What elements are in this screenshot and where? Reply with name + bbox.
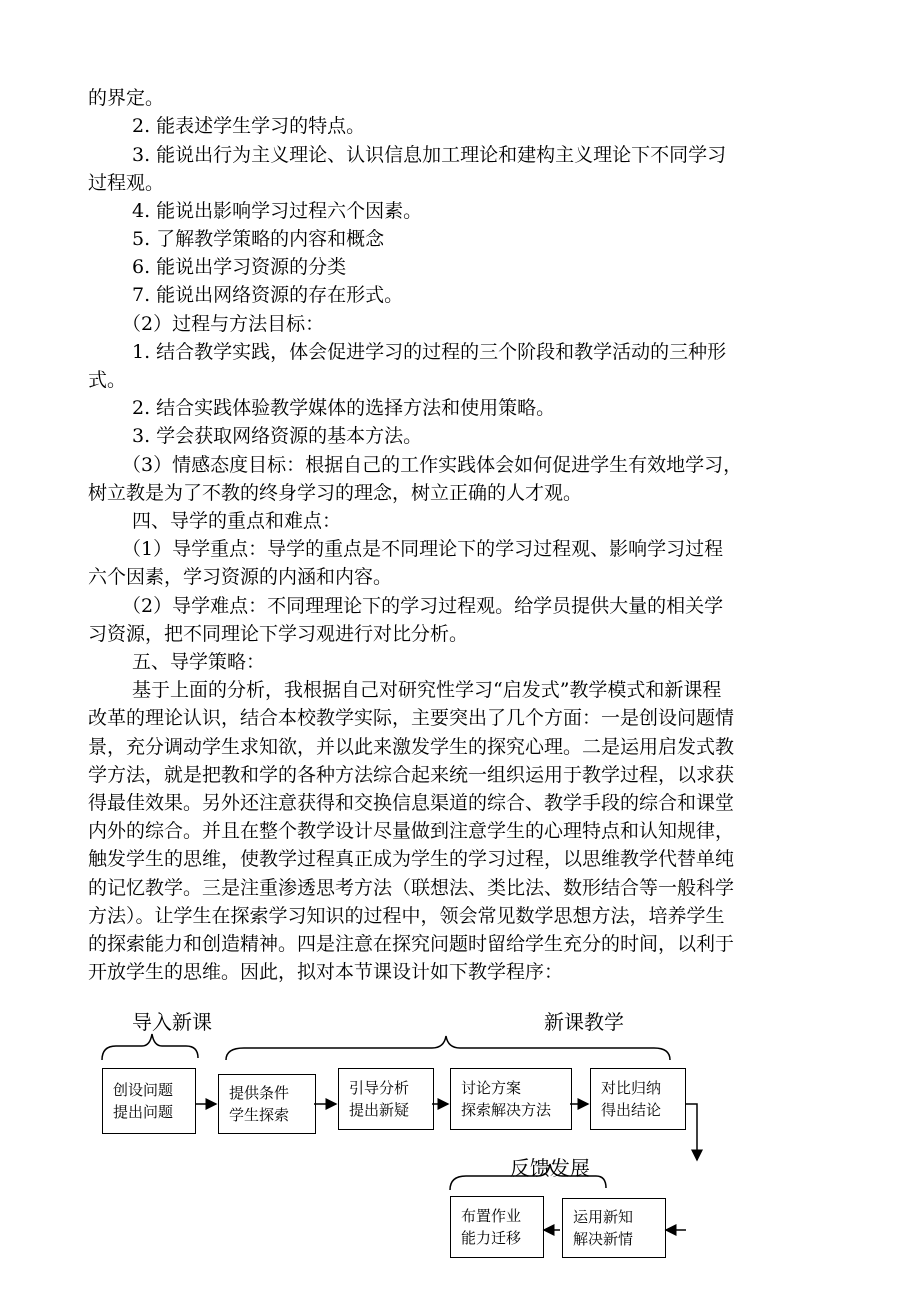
text-line: 触发学生的思维，使教学过程真正成为学生的学习过程，以思维教学代替单纯 bbox=[88, 848, 735, 870]
text-line: 景，充分调动学生求知欲，并以此来激发学生的探究心理。二是运用启发式教 bbox=[88, 736, 735, 758]
box-create-question: 创设问题 提出问题 bbox=[102, 1068, 196, 1134]
box-provide-conditions: 提供条件 学生探索 bbox=[218, 1074, 316, 1134]
header-teaching: 新课教学 bbox=[544, 1010, 624, 1034]
teaching-flow-diagram bbox=[0, 1000, 920, 1302]
box-compare-summarize: 对比归纳 得出结论 bbox=[590, 1068, 686, 1130]
text-line: 开放学生的思维。因此，拟对本节课设计如下教学程序： bbox=[88, 961, 564, 983]
text-line: 的探索能力和创造精神。四是注意在探究问题时留给学生充分的时间，以利于 bbox=[88, 933, 735, 955]
text-line: 3. 学会获取网络资源的基本方法。 bbox=[132, 425, 423, 447]
text-line: 的界定。 bbox=[88, 87, 165, 109]
section-heading: 五、导学策略： bbox=[132, 651, 266, 673]
text-line: 基于上面的分析，我根据自己对研究性学习“启发式”教学模式和新课程 bbox=[132, 679, 722, 701]
text-line: 方法）。让学生在探索学习知识的过程中，领会常见数学思想方法，培养学生 bbox=[88, 905, 725, 927]
text-line: 5. 了解教学策略的内容和概念 bbox=[132, 228, 385, 250]
box-apply-knowledge: 运用新知 解决新情 bbox=[562, 1198, 666, 1258]
section-heading: 四、导学的重点和难点： bbox=[132, 510, 342, 532]
section-heading: （2）过程与方法目标： bbox=[122, 313, 325, 335]
text-line: 3. 能说出行为主义理论、认识信息加工理论和建构主义理论下不同学习 bbox=[132, 144, 727, 166]
text-line: （3）情感态度目标：根据自己的工作实践体会如何促进学生有效地学习， bbox=[122, 454, 743, 476]
text-line: 4. 能说出影响学习过程六个因素。 bbox=[132, 200, 423, 222]
arrow-down bbox=[686, 1104, 697, 1160]
text-line: 习资源，把不同理论下学习观进行对比分析。 bbox=[88, 623, 469, 645]
text-line: 树立教是为了不教的终身学习的理念，树立正确的人才观。 bbox=[88, 482, 583, 504]
box-assign-homework: 布置作业 能力迁移 bbox=[450, 1196, 544, 1258]
text-line: 7. 能说出网络资源的存在形式。 bbox=[132, 284, 404, 306]
text-line: 改革的理论认识，结合本校教学实际，主要突出了几个方面：一是创设问题情 bbox=[88, 707, 735, 729]
text-line: 的记忆教学。三是注重渗透思考方法（联想法、类比法、数形结合等一般科学 bbox=[88, 877, 735, 899]
brace-teaching bbox=[226, 1036, 670, 1060]
text-line: 过程观。 bbox=[88, 172, 165, 194]
text-line: 内外的综合。并且在整个教学设计尽量做到注意学生的心理特点和认知规律， bbox=[88, 820, 735, 842]
text-line: （2）导学难点：不同理理论下的学习过程观。给学员提供大量的相关学 bbox=[122, 595, 724, 617]
header-intro: 导入新课 bbox=[132, 1010, 212, 1034]
text-line: 六个因素，学习资源的内涵和内容。 bbox=[88, 566, 393, 588]
text-line: 得最佳效果。另外还注意获得和交换信息渠道的综合、教学手段的综合和课堂 bbox=[88, 792, 735, 814]
text-line: 学方法，就是把教和学的各种方法综合起来统一组织运用于教学过程，以求获 bbox=[88, 764, 735, 786]
box-discuss-plan: 讨论方案 探索解决方法 bbox=[450, 1068, 572, 1130]
text-line: 2. 能表述学生学习的特点。 bbox=[132, 115, 366, 137]
text-line: 1. 结合教学实践，体会促进学习的过程的三个阶段和教学活动的三种形 bbox=[132, 341, 727, 363]
text-line: 2. 结合实践体验教学媒体的选择方法和使用策略。 bbox=[132, 397, 556, 419]
text-line: （1）导学重点：导学的重点是不同理论下的学习过程观、影响学习过程 bbox=[122, 538, 724, 560]
brace-intro bbox=[102, 1034, 198, 1060]
text-line: 6. 能说出学习资源的分类 bbox=[132, 256, 347, 278]
text-line: 式。 bbox=[88, 369, 127, 391]
header-feedback: 反馈发展 bbox=[510, 1156, 590, 1180]
box-guide-analysis: 引导分析 提出新疑 bbox=[338, 1068, 434, 1130]
